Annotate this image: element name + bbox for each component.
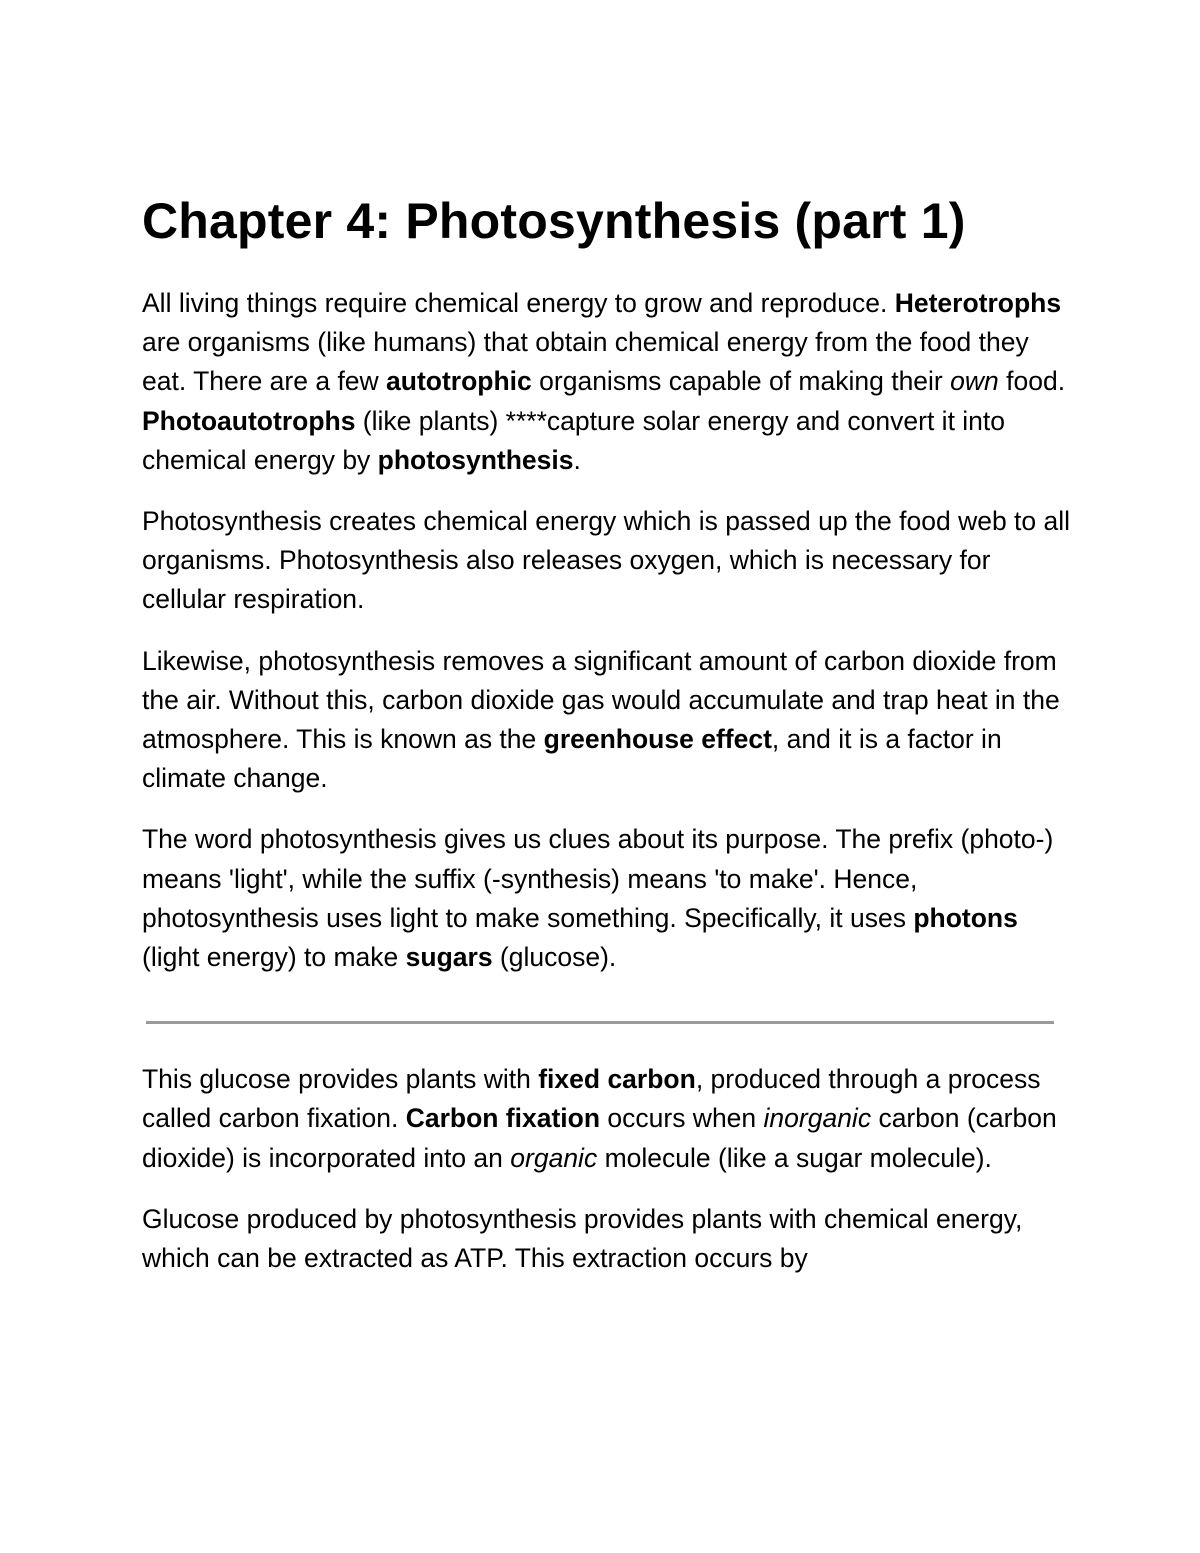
text-run: food. <box>998 366 1066 397</box>
text-run: The word photosynthesis gives us clues about its purpose. The prefix (photo-) means 'light', while the suffix (-synthesis) means 'to make'. Hence, photosynthesis uses light to make something. Specifically, it uses <box>142 824 1054 933</box>
document-page <box>142 188 1072 1278</box>
paragraph-food-web <box>142 502 1072 620</box>
text-run: (glucose). <box>492 942 617 973</box>
term-heterotrophs: Heterotrophs <box>894 288 1062 318</box>
text-run: , and it is a factor in climate change. <box>142 724 1002 794</box>
paragraph-atp <box>142 1200 1072 1278</box>
term-fixed-carbon: fixed carbon <box>538 1064 696 1095</box>
text-run: , produced through a process called carbon fixation. <box>142 1064 1041 1134</box>
term-photosynthesis: photosynthesis <box>377 444 574 475</box>
term-sugars: sugars <box>405 942 493 973</box>
term-carbon-fixation: Carbon fixation <box>405 1103 601 1134</box>
term-greenhouse-effect: greenhouse effect <box>543 724 772 755</box>
text-run: Glucose produced by photosynthesis provides plants with chemical energy, which can be extracted as ATP. This extraction occurs by <box>142 1203 1023 1274</box>
text-run: (like plants) ****capture solar energy and convert it into chemical energy by <box>142 405 1006 475</box>
text-run: Likewise, photosynthesis removes a significant amount of carbon dioxide from the air. Without this, carbon dioxide gas would accumulate and trap heat in the atmosphere. This is known as the <box>142 645 1060 755</box>
paragraph-carbon-fixation <box>142 1060 1072 1178</box>
horizontal-divider <box>146 1021 1054 1024</box>
text-run: . <box>573 444 581 475</box>
paragraph-greenhouse <box>142 642 1072 799</box>
text-run: Photosynthesis creates chemical energy which is passed up the food web to all organisms. Photosynthesis also releases oxygen, which is necessary for cellular respiration. <box>142 506 1071 615</box>
term-photons: photons <box>913 902 1018 933</box>
emphasis-own: own <box>950 366 999 397</box>
emphasis-inorganic: inorganic <box>763 1103 872 1134</box>
paragraph-autotrophs <box>142 284 1072 480</box>
text-run: All living things require chemical energy to grow and reproduce. <box>142 288 895 318</box>
term-photoautotrophs: Photoautotrophs <box>142 405 356 436</box>
text-run: occurs when <box>600 1103 764 1134</box>
text-run: (light energy) to make <box>142 942 406 973</box>
text-run: carbon (carbon dioxide) is incorporated into an <box>142 1103 1057 1173</box>
term-autotrophic: autotrophic <box>386 366 532 397</box>
emphasis-organic: organic <box>510 1142 598 1173</box>
text-run: organisms capable of making their <box>531 366 951 397</box>
page-title: Chapter 4: Photosynthesis (part 1) <box>142 193 966 249</box>
text-run: This glucose provides plants with <box>142 1064 539 1095</box>
text-run: are organisms (like humans) that obtain chemical energy from the food they eat. There are a few <box>142 327 1029 397</box>
text-run: molecule (like a sugar molecule). <box>597 1142 992 1173</box>
paragraph-etymology <box>142 820 1072 977</box>
